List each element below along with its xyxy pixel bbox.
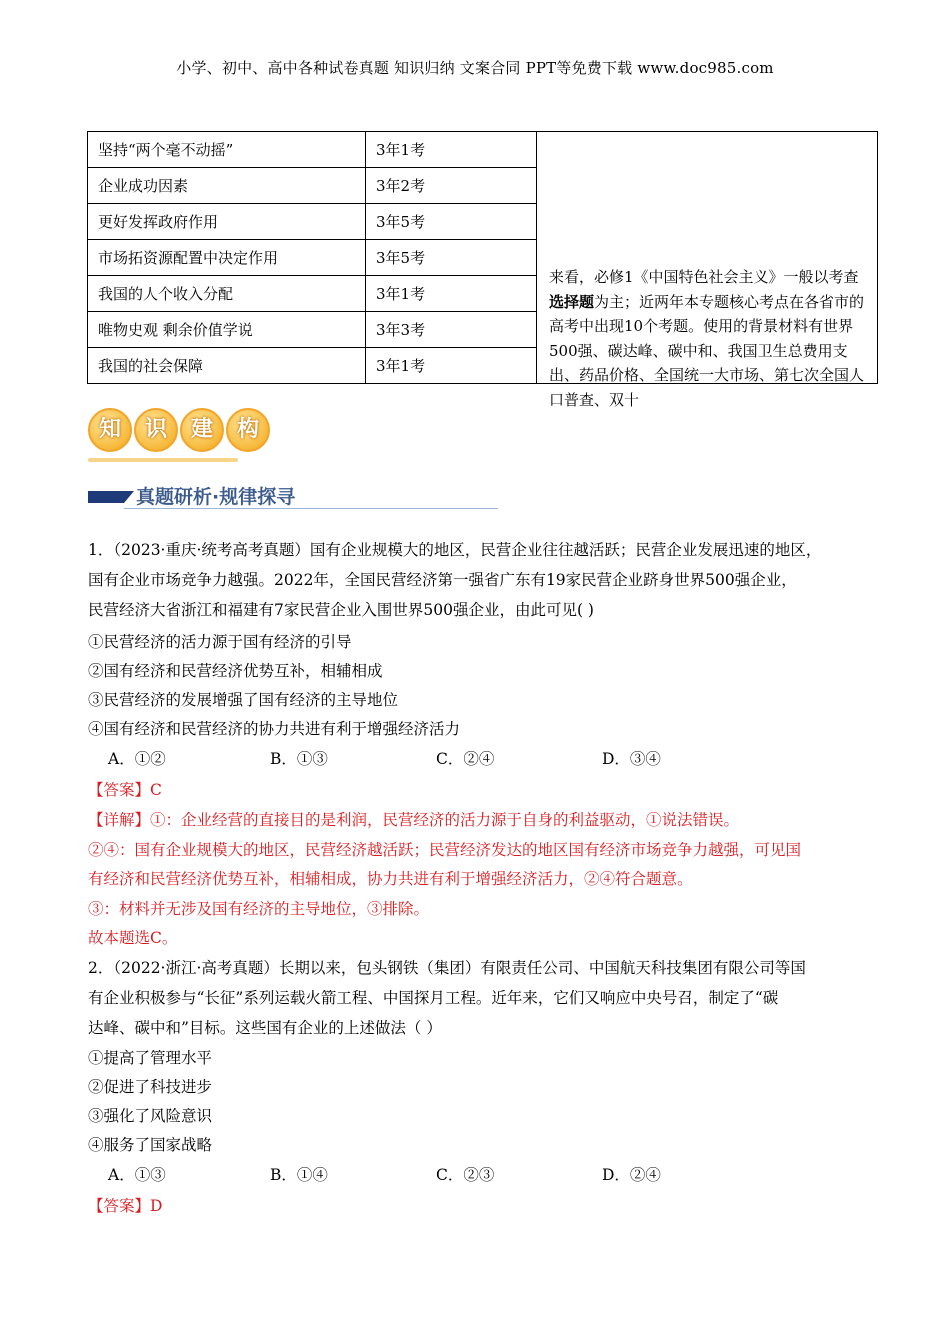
statement: ③强化了风险意识 [88, 1107, 213, 1125]
topic-cell: 我国的社会保障 [88, 348, 366, 384]
section-title: 真题研析·规律探寻 [136, 486, 296, 508]
statement: ③民营经济的发展增强了国有经济的主导地位 [88, 691, 399, 709]
statement: ②促进了科技进步 [88, 1078, 213, 1096]
frequency-cell: 3年1考 [366, 132, 537, 168]
explanation-line: 故本题选C。 [88, 929, 178, 947]
question-stem-line: 达峰、碳中和”目标。这些国有企业的上述做法（ ） [88, 1019, 442, 1037]
statement: ①民营经济的活力源于国有经济的引导 [88, 633, 352, 651]
option-b: B．①③ [270, 750, 328, 768]
option-b: B．①④ [270, 1166, 328, 1184]
knowledge-construction-badge [88, 408, 272, 458]
frequency-cell: 3年1考 [366, 348, 537, 384]
heading-bar-arrow [124, 491, 134, 503]
heading-bar-decoration [88, 491, 124, 503]
badge-char: 构 [226, 408, 270, 452]
statement: ④国有经济和民营经济的协力共进有利于增强经济活力 [88, 720, 461, 738]
analysis-cell [537, 132, 878, 409]
option-a: A．①② [108, 750, 166, 768]
option-a: A．①③ [108, 1166, 166, 1184]
explanation-line: 有经济和民营经济优势互补，相辅相成，协力共进有利于增强经济活力，②④符合题意。 [88, 870, 693, 888]
topic-cell: 唯物史观 剩余价值学说 [88, 312, 366, 348]
explanation-line: ②④：国有企业规模大的地区，民营经济越活跃；民营经济发达的地区国有经济市场竞争力越强，可见国 [88, 841, 802, 859]
frequency-cell: 3年2考 [366, 168, 537, 204]
table-row [88, 132, 878, 168]
option-c: C．②③ [436, 1166, 495, 1184]
analysis-text: 来看，必修1《中国特色社会主义》一般以考查选择题为主；近两年本专题核心考点在各省市的高考中出现10个考题。使用的背景材料有世界500强、碳达峰、碳中和、我国卫生总费用支出、药品价格、全国统一大市场、第七次全国人口普查、双十 [549, 268, 865, 409]
frequency-cell: 3年5考 [366, 240, 537, 276]
badge-char: 识 [134, 408, 178, 452]
explanation-line: ③：材料并无涉及国有经济的主导地位，③排除。 [88, 900, 430, 918]
frequency-cell: 3年1考 [366, 276, 537, 312]
topic-cell: 我国的人个收入分配 [88, 276, 366, 312]
topic-cell: 市场拓资源配置中决定作用 [88, 240, 366, 276]
statement: ②国有经济和民营经济优势互补，相辅相成 [88, 662, 383, 680]
option-d: D．②④ [602, 1166, 661, 1184]
page-header: 小学、初中、高中各种试卷真题 知识归纳 文案合同 PPT等免费下载 www.doc985.com [176, 59, 774, 77]
answer-label: 【答案】C [88, 781, 162, 799]
frequency-cell: 3年3考 [366, 312, 537, 348]
question-stem-line: 有企业积极参与“长征”系列运载火箭工程、中国探月工程。近年来，它们又响应中央号召，制定了“碳 [88, 989, 779, 1007]
answer-label: 【答案】D [88, 1197, 163, 1215]
topic-cell: 坚持“两个毫不动摇” [88, 132, 366, 168]
statement: ④服务了国家战略 [88, 1136, 213, 1154]
question-stem-line: 2．（2022·浙江·高考真题）长期以来，包头钢铁（集团）有限责任公司、中国航天科技集团有限公司等国 [88, 959, 806, 977]
option-c: C．②④ [436, 750, 495, 768]
section-heading [88, 482, 498, 510]
badge-char: 建 [180, 408, 224, 452]
question-stem-line: 民营经济大省浙江和福建有7家民营企业入围世界500强企业，由此可见( ) [88, 601, 594, 619]
badge-underline [88, 458, 238, 462]
topic-cell: 更好发挥政府作用 [88, 204, 366, 240]
badge-char: 知 [88, 408, 132, 452]
topic-frequency-table [87, 131, 878, 409]
frequency-cell: 3年5考 [366, 204, 537, 240]
question-stem-line: 国有企业市场竞争力越强。2022年，全国民营经济第一强省广东有19家民营企业跻身世界500强企业， [88, 571, 797, 589]
option-d: D．③④ [602, 750, 661, 768]
explanation-line: 【详解】①：企业经营的直接目的是利润，民营经济的活力源于自身的利益驱动，①说法错误。 [88, 811, 740, 829]
statement: ①提高了管理水平 [88, 1049, 213, 1067]
question-stem-line: 1．（2023·重庆·统考高考真题）国有企业规模大的地区，民营企业往往越活跃；民营企业发展迅速的地区， [88, 541, 822, 559]
topic-cell: 企业成功因素 [88, 168, 366, 204]
bold-keyword: 选择题 [549, 292, 595, 311]
